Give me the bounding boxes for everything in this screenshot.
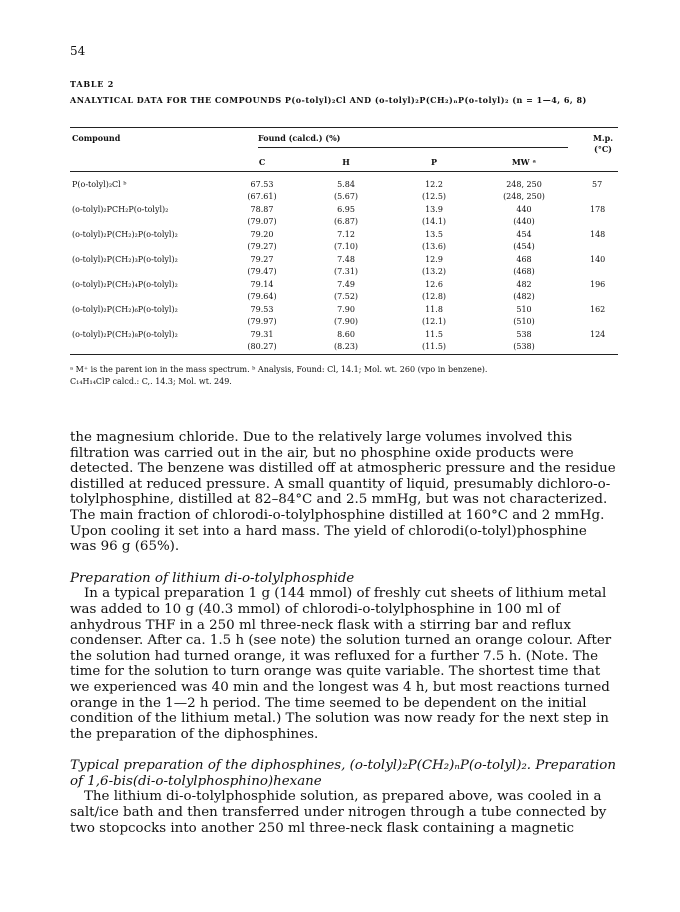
row-mw-found: 248, 250 [506,180,542,189]
row-mp: 124 [590,330,606,339]
row-mp: 148 [590,230,606,239]
table-label: TABLE 2 [70,79,115,89]
row-mw-found: 538 [516,330,532,339]
row-mw-calc: (510) [513,317,535,326]
row-mw-found: 454 [516,230,532,239]
row-c-calc: (79.64) [247,292,277,301]
row-mw-found: 440 [516,205,532,214]
row-h-calc: (8.23) [333,342,359,351]
row-c-found: 79.20 [250,230,274,239]
row-p-found: 12.9 [425,255,443,264]
paragraph: In a typical preparation 1 g (144 mmol) of freshly cut sheets of lithium metal was added to 10 g (40.3 mmol) of chlorodi-o-tolylphosphine in 100 ml of anhydrous THF in a 250 ml three-neck flask with a stirring bar and reflux condenser. After ca. 1.5 h (see note) the solution turned an orange colour. After the solution had turned orange, it was refluxed for a further 7.5 h. (Note. The time for the solution to turn orange was quite variable. The shortest time that we experienced was 40 min and the longest was 4 h, but most reactions turned orange in the 1—2 h period. The time seemed to be dependent on the initial condition of the lithium metal.) The solution was now ready for the next step in the preparation of the diphosphines. [70,586,612,742]
row-compound: (o-tolyl)₂P(CH₂)₂P(o-tolyl)₂ [72,230,178,239]
row-p-found: 11.5 [425,330,443,339]
row-compound: (o-tolyl)₂P(CH₂)₈P(o-tolyl)₂ [72,330,178,339]
row-h-found: 8.60 [337,330,355,339]
row-h-calc: (7.90) [333,317,359,326]
row-c-calc: (80.27) [247,342,277,351]
table-footnote [70,364,618,388]
row-p-found: 12.2 [425,180,443,189]
footnote-line: C₁₄H₁₄ClP calcd.: C,. 14.3; Mol. wt. 249. [70,377,232,386]
row-c-calc: (67.61) [247,192,277,201]
row-h-found: 7.90 [337,305,355,314]
row-mw-calc: (538) [513,342,535,351]
found-underline-rule [258,147,568,148]
row-p-found: 13.9 [425,205,443,214]
row-c-calc: (79.07) [247,217,277,226]
row-mw-calc: (248, 250) [503,192,545,201]
section-heading: Typical preparation of the diphosphines, (o-tolyl)₂P(CH₂)ₙP(o-tolyl)₂. Preparation of 1,6-bis(di-o-tolylphosphino)hexane [70,758,616,789]
footnote-line: ᵃ M⁺ is the parent ion in the mass spectrum. ᵇ Analysis, Found: Cl, 14.1; Mol. wt. 260 (vpo in benzene). [70,365,488,374]
row-h-calc: (5.67) [333,192,359,201]
row-h-found: 5.84 [337,180,355,189]
row-mp: 162 [590,305,606,314]
row-p-found: 13.5 [425,230,443,239]
row-c-calc: (79.97) [247,317,277,326]
row-compound: (o-tolyl)₂PCH₂P(o-tolyl)₂ [72,205,169,214]
row-h-calc: (7.10) [333,242,359,251]
row-h-calc: (7.31) [333,267,359,276]
row-mw-calc: (482) [513,292,535,301]
row-mw-calc: (454) [513,242,535,251]
row-p-calc: (12.1) [421,317,447,326]
row-h-found: 7.48 [337,255,355,264]
row-mp: 140 [590,255,606,264]
column-header-p: P [430,157,437,167]
row-mp: 178 [590,205,606,214]
table-bottom-rule [70,354,618,355]
row-p-found: 12.6 [425,280,443,289]
row-p-calc: (13.2) [421,267,447,276]
column-header-mp: M.p. (°C) [592,133,614,154]
row-compound: P(o-tolyl)₂Cl ᵇ [72,180,127,189]
row-c-found: 67.53 [250,180,274,189]
column-header-compound: Compound [72,133,121,143]
row-p-calc: (14.1) [421,217,447,226]
row-compound: (o-tolyl)₂P(CH₂)₆P(o-tolyl)₂ [72,305,178,314]
body-text [70,430,616,836]
row-c-found: 79.53 [250,305,274,314]
section-heading: Preparation of lithium di-o-tolylphosphide [70,570,355,586]
column-header-found: Found (calcd.) (%) [258,133,341,143]
row-mw-found: 482 [516,280,532,289]
paragraph: the magnesium chloride. Due to the relatively large volumes involved this filtration was carried out in the air, but no phosphine oxide products were detected. The benzene was distilled off at atmospheric pressure and the residue distilled at reduced pressure. A small quantity of liquid, presumably dichloro-o-tolylphosphine, distilled at 82–84°C and 2.5 mmHg, but was not characterized. The main fraction of chlorodi-o-tolylphosphine distilled at 160°C and 2 mmHg. Upon cooling it set into a hard mass. The yield of chlorodi(o-tolyl)phosphine was 96 g (65%). [70,430,616,555]
paragraph: The lithium di-o-tolylphosphide solution, as prepared above, was cooled in a salt/ice bath and then transferred under nitrogen through a tube connected by two stopcocks into another 250 ml three-neck flask containing a magnetic [70,789,607,836]
column-header-h: H [342,157,350,167]
row-h-found: 7.49 [337,280,355,289]
row-mw-found: 510 [516,305,532,314]
column-header-mw: MW ᵃ [511,157,537,167]
row-p-found: 11.8 [425,305,443,314]
row-mw-found: 468 [516,255,532,264]
row-compound: (o-tolyl)₂P(CH₂)₃P(o-tolyl)₂ [72,255,178,264]
row-c-calc: (79.27) [247,242,277,251]
row-compound: (o-tolyl)₂P(CH₂)₄P(o-tolyl)₂ [72,280,178,289]
row-p-calc: (12.8) [421,292,447,301]
row-h-calc: (6.87) [333,217,359,226]
row-mp: 196 [590,280,606,289]
row-mp: 57 [592,180,603,189]
header-bottom-rule [70,171,618,172]
row-mw-calc: (440) [513,217,535,226]
row-h-calc: (7.52) [333,292,359,301]
row-c-found: 79.27 [250,255,274,264]
table-title: ANALYTICAL DATA FOR THE COMPOUNDS P(o-tolyl)₂Cl AND (o-tolyl)₂P(CH₂)ₙP(o-tolyl)₂ (n = 1—4, 6, 8) [70,95,587,105]
row-h-found: 6.95 [337,205,355,214]
column-header-c: C [258,157,266,167]
row-mw-calc: (468) [513,267,535,276]
row-h-found: 7.12 [337,230,355,239]
row-c-found: 79.14 [250,280,274,289]
row-p-calc: (11.5) [421,342,447,351]
page-number: 54 [70,44,86,58]
row-p-calc: (13.6) [421,242,447,251]
row-c-found: 78.87 [250,205,274,214]
row-c-calc: (79.47) [247,267,277,276]
row-p-calc: (12.5) [421,192,447,201]
row-c-found: 79.31 [250,330,274,339]
table-top-rule [70,127,618,128]
